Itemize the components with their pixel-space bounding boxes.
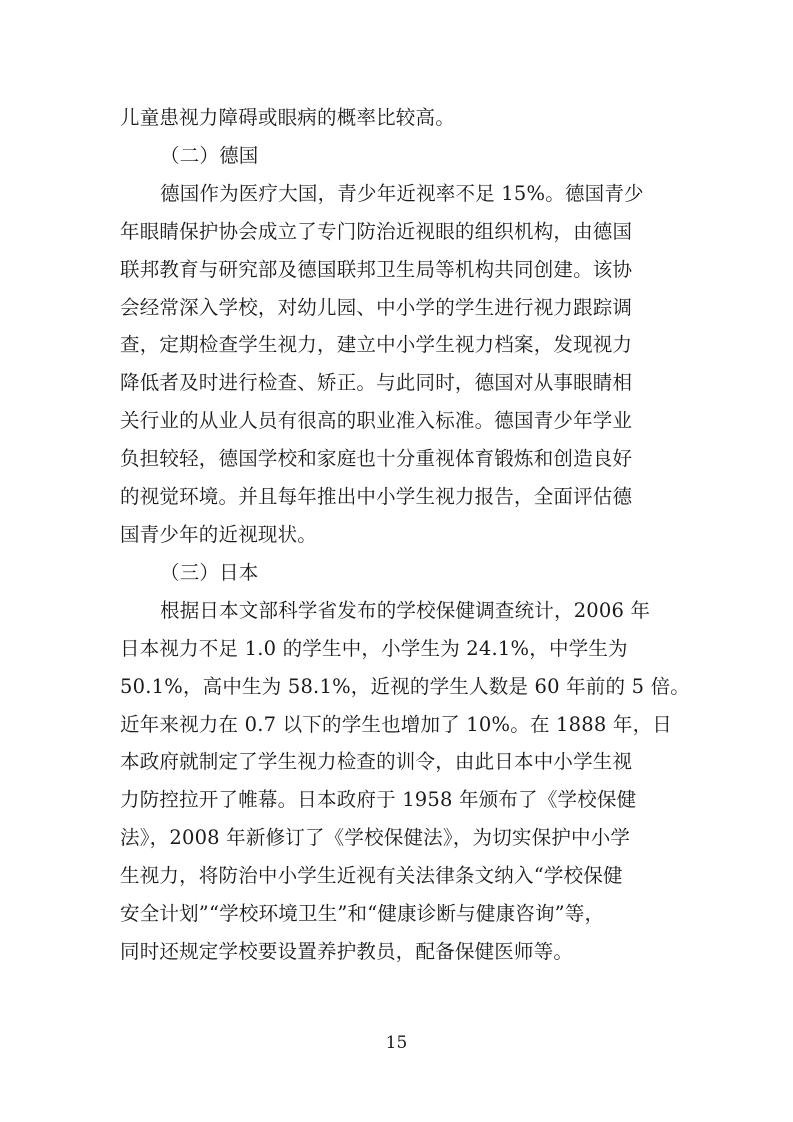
section-heading-germany: （二）德国 [160,144,259,167]
body-text-line: 根据日本文部科学省发布的学校保健调查统计，2006 年 [160,599,651,622]
body-text-line: 本政府就制定了学生视力检查的训令，由此日本中小学生视 [120,750,633,773]
page-number: 15 [385,1033,408,1053]
section-heading-japan: （三）日本 [160,561,259,584]
body-text-line: 国青少年的近视现状。 [120,523,318,546]
body-text-line: 降低者及时进行检查、矫正。与此同时，德国对从事眼睛相 [120,371,633,394]
body-text-line: 会经常深入学校，对幼儿园、中小学的学生进行视力跟踪调 [120,296,633,319]
body-text-line: 50.1%，高中生为 58.1%，近视的学生人数是 60 年前的 5 倍。 [120,675,691,698]
body-text-line: 力防控拉开了帷幕。日本政府于 1958 年颁布了《学校保健 [120,788,637,811]
body-text-line: 法》，2008 年新修订了《学校保健法》，为切实保护中小学 [120,826,631,849]
body-text-line: 同时还规定学校要设置养护教员，配备保健医师等。 [120,940,574,963]
body-text-line: 关行业的从业人员有很高的职业准入标准。德国青少年学业 [120,409,633,432]
body-text-line: 日本视力不足 1.0 的学生中，小学生为 24.1%，中学生为 [120,637,628,660]
body-text-line: 负担较轻，德国学校和家庭也十分重视体育锻炼和创造良好 [120,447,633,470]
body-text-line: 儿童患视力障碍或眼病的概率比较高。 [120,106,455,129]
body-text-line: 近年来视力在 0.7 以下的学生也增加了 10%。在 1888 年，日 [120,713,672,736]
body-text-line: 联邦教育与研究部及德国联邦卫生局等机构共同创建。该协 [120,258,633,281]
body-text-line: 生视力，将防治中小学生近视有关法律条文纳入“学校保健 [120,864,623,887]
body-text-line: 的视觉环境。并且每年推出中小学生视力报告，全面评估德 [120,485,633,508]
body-text-line: 查，定期检查学生视力，建立中小学生视力档案，发现视力 [120,333,633,356]
body-text-line: 安全计划”“学校环境卫生”和“健康诊断与健康咨询”等， [120,902,605,925]
body-text-line: 德国作为医疗大国，青少年近视率不足 15%。德国青少 [160,182,644,205]
body-text-line: 年眼睛保护协会成立了专门防治近视眼的组织机构，由德国 [120,220,633,243]
